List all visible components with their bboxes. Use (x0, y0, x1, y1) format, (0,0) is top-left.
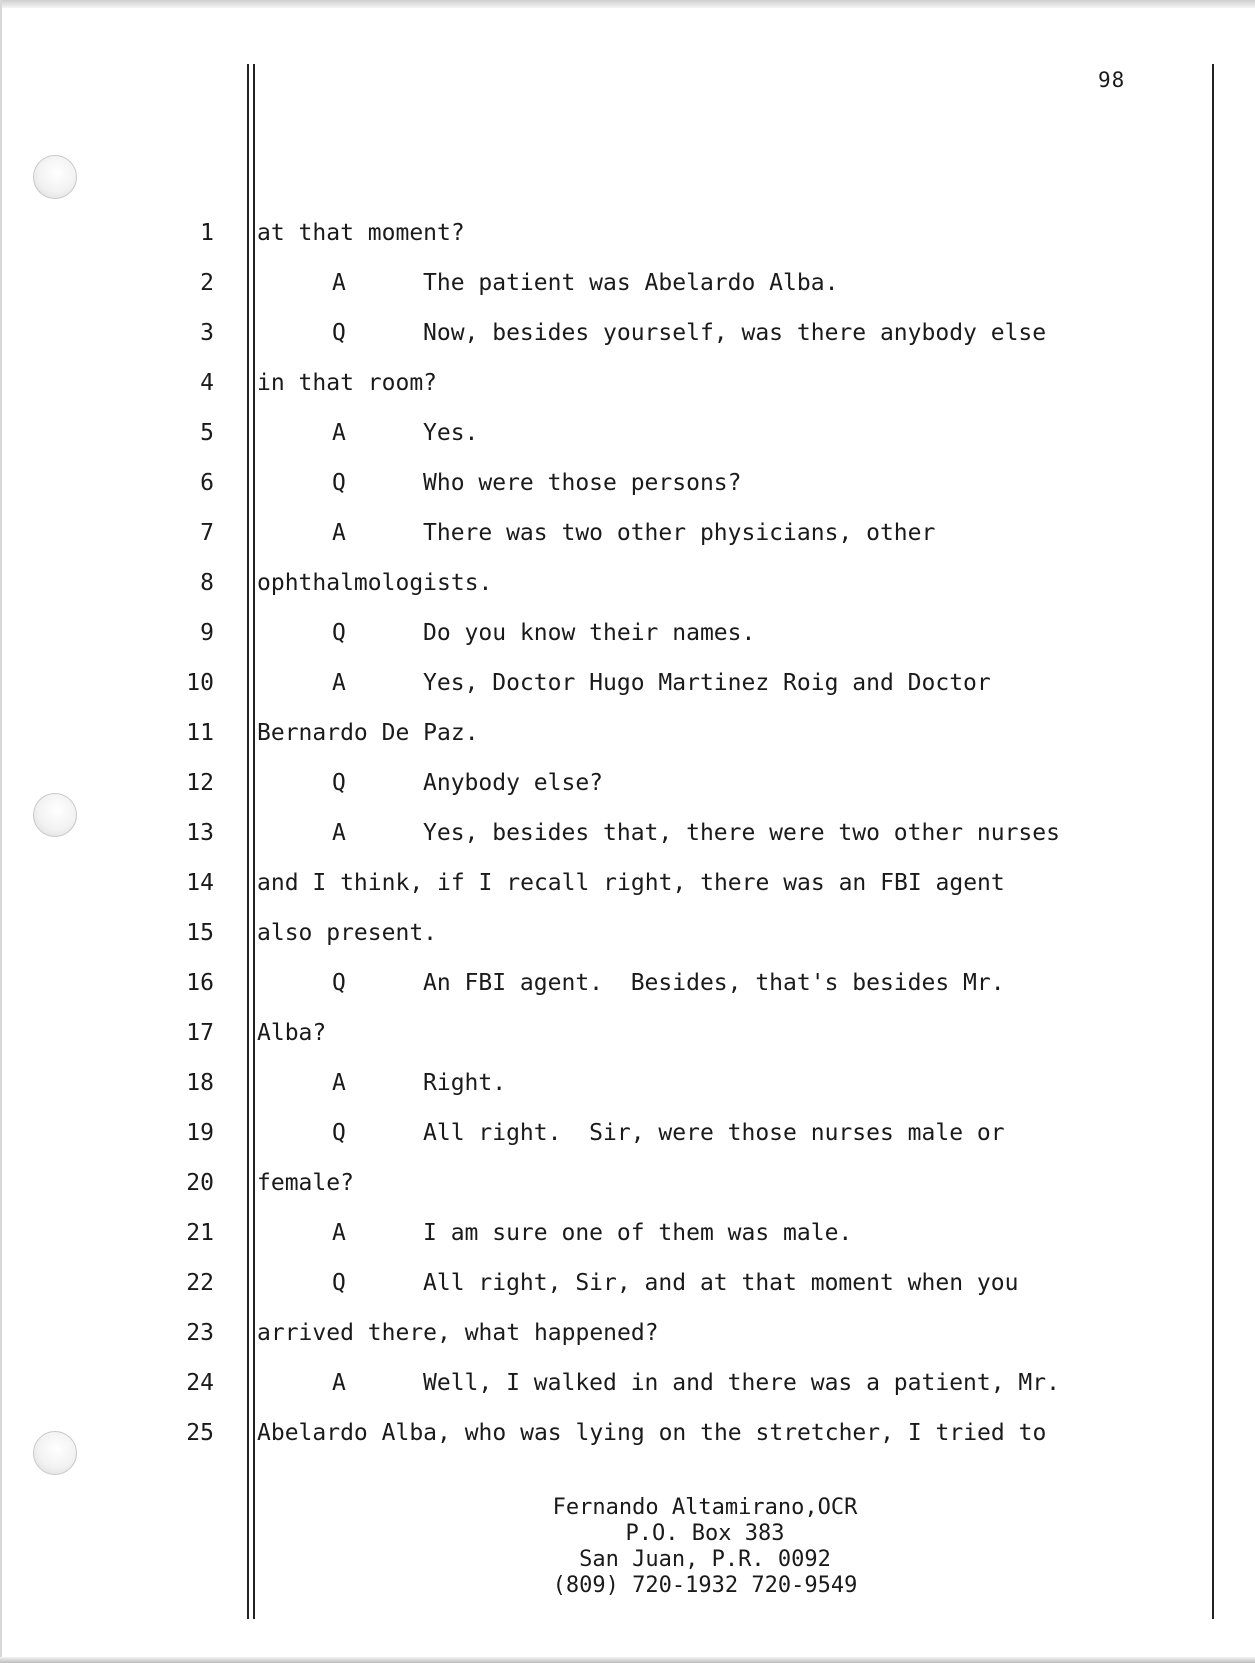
line-number: 5 (200, 420, 214, 446)
speaker-label: A (332, 1370, 346, 1396)
transcript-line (0, 358, 1255, 408)
transcript-line (0, 308, 1255, 358)
line-number: 1 (200, 220, 214, 246)
line-text: Bernardo De Paz. (257, 720, 479, 746)
speaker-label: Q (332, 770, 346, 796)
line-number: 11 (186, 720, 214, 746)
line-text: There was two other physicians, other (423, 520, 936, 546)
speaker-label: A (332, 1220, 346, 1246)
transcript-line (0, 958, 1255, 1008)
line-number: 4 (200, 370, 214, 396)
line-number: 16 (186, 970, 214, 996)
transcript-line (0, 508, 1255, 558)
line-number: 21 (186, 1220, 214, 1246)
transcript-line (0, 1058, 1255, 1108)
speaker-label: Q (332, 1120, 346, 1146)
transcript-line (0, 1108, 1255, 1158)
line-text: Do you know their names. (423, 620, 756, 646)
line-text: ophthalmologists. (257, 570, 493, 596)
line-text: female? (257, 1170, 354, 1196)
speaker-label: A (332, 520, 346, 546)
line-text: and I think, if I recall right, there was an FBI agent (257, 870, 1005, 896)
transcript-line (0, 1358, 1255, 1408)
line-text: The patient was Abelardo Alba. (423, 270, 839, 296)
transcript-line (0, 458, 1255, 508)
line-number: 22 (186, 1270, 214, 1296)
line-number: 20 (186, 1170, 214, 1196)
line-number: 9 (200, 620, 214, 646)
line-text: Right. (423, 1070, 507, 1096)
speaker-label: Q (332, 1270, 346, 1296)
transcript-line (0, 708, 1255, 758)
speaker-label: A (332, 820, 346, 846)
reporter-city: San Juan, P.R. 0092 (579, 1547, 831, 1572)
transcript-body (0, 208, 1255, 1458)
speaker-label: A (332, 420, 346, 446)
transcript-line (0, 658, 1255, 708)
line-text: Anybody else? (423, 770, 604, 796)
line-text: Who were those persons? (423, 470, 742, 496)
transcript-line (0, 858, 1255, 908)
speaker-label: A (332, 270, 346, 296)
reporter-footer (500, 1495, 910, 1599)
transcript-line (0, 1208, 1255, 1258)
transcript-line (0, 908, 1255, 958)
line-number: 10 (186, 670, 214, 696)
transcript-line (0, 1158, 1255, 1208)
line-text: An FBI agent. Besides, that's besides Mr. (423, 970, 1005, 996)
transcript-line (0, 558, 1255, 608)
transcript-line (0, 608, 1255, 658)
page-bottom-edge (0, 1657, 1255, 1663)
line-number: 3 (200, 320, 214, 346)
line-text: arrived there, what happened? (257, 1320, 659, 1346)
transcript-line (0, 758, 1255, 808)
transcript-line (0, 1408, 1255, 1458)
line-text: Alba? (257, 1020, 327, 1046)
line-number: 12 (186, 770, 214, 796)
line-number: 6 (200, 470, 214, 496)
line-text: Yes. (423, 420, 479, 446)
line-text: I am sure one of them was male. (423, 1220, 853, 1246)
speaker-label: Q (332, 620, 346, 646)
transcript-line (0, 1258, 1255, 1308)
line-number: 8 (200, 570, 214, 596)
line-text: at that moment? (257, 220, 465, 246)
reporter-phone: (809) 720-1932 720-9549 (552, 1573, 858, 1598)
line-number: 2 (200, 270, 214, 296)
line-text: Now, besides yourself, was there anybody else (423, 320, 1047, 346)
speaker-label: Q (332, 470, 346, 496)
line-number: 25 (186, 1420, 214, 1446)
line-text: All right. Sir, were those nurses male or (423, 1120, 1005, 1146)
speaker-label: A (332, 670, 346, 696)
line-number: 7 (200, 520, 214, 546)
speaker-label: Q (332, 320, 346, 346)
line-number: 23 (186, 1320, 214, 1346)
transcript-line (0, 1008, 1255, 1058)
transcript-line (0, 208, 1255, 258)
transcript-line (0, 1308, 1255, 1358)
line-text: All right, Sir, and at that moment when you (423, 1270, 1019, 1296)
line-number: 24 (186, 1370, 214, 1396)
line-text: also present. (257, 920, 438, 946)
line-number: 18 (186, 1070, 214, 1096)
page-number: 98 (1098, 68, 1126, 92)
line-text: Well, I walked in and there was a patient, Mr. (423, 1370, 1060, 1396)
line-number: 15 (186, 920, 214, 946)
speaker-label: Q (332, 970, 346, 996)
line-number: 19 (186, 1120, 214, 1146)
line-number: 17 (186, 1020, 214, 1046)
reporter-po-box: P.O. Box 383 (625, 1521, 785, 1546)
line-text: Abelardo Alba, who was lying on the stretcher, I tried to (257, 1420, 1047, 1446)
page-top-edge (0, 0, 1255, 8)
line-number: 13 (186, 820, 214, 846)
transcript-line (0, 408, 1255, 458)
line-text: in that room? (257, 370, 438, 396)
transcript-line (0, 808, 1255, 858)
line-text: Yes, Doctor Hugo Martinez Roig and Doctor (423, 670, 991, 696)
line-number: 14 (186, 870, 214, 896)
line-text: Yes, besides that, there were two other nurses (423, 820, 1060, 846)
speaker-label: A (332, 1070, 346, 1096)
binder-hole-top (33, 155, 77, 199)
reporter-name: Fernando Altamirano,OCR (552, 1495, 858, 1520)
transcript-line (0, 258, 1255, 308)
